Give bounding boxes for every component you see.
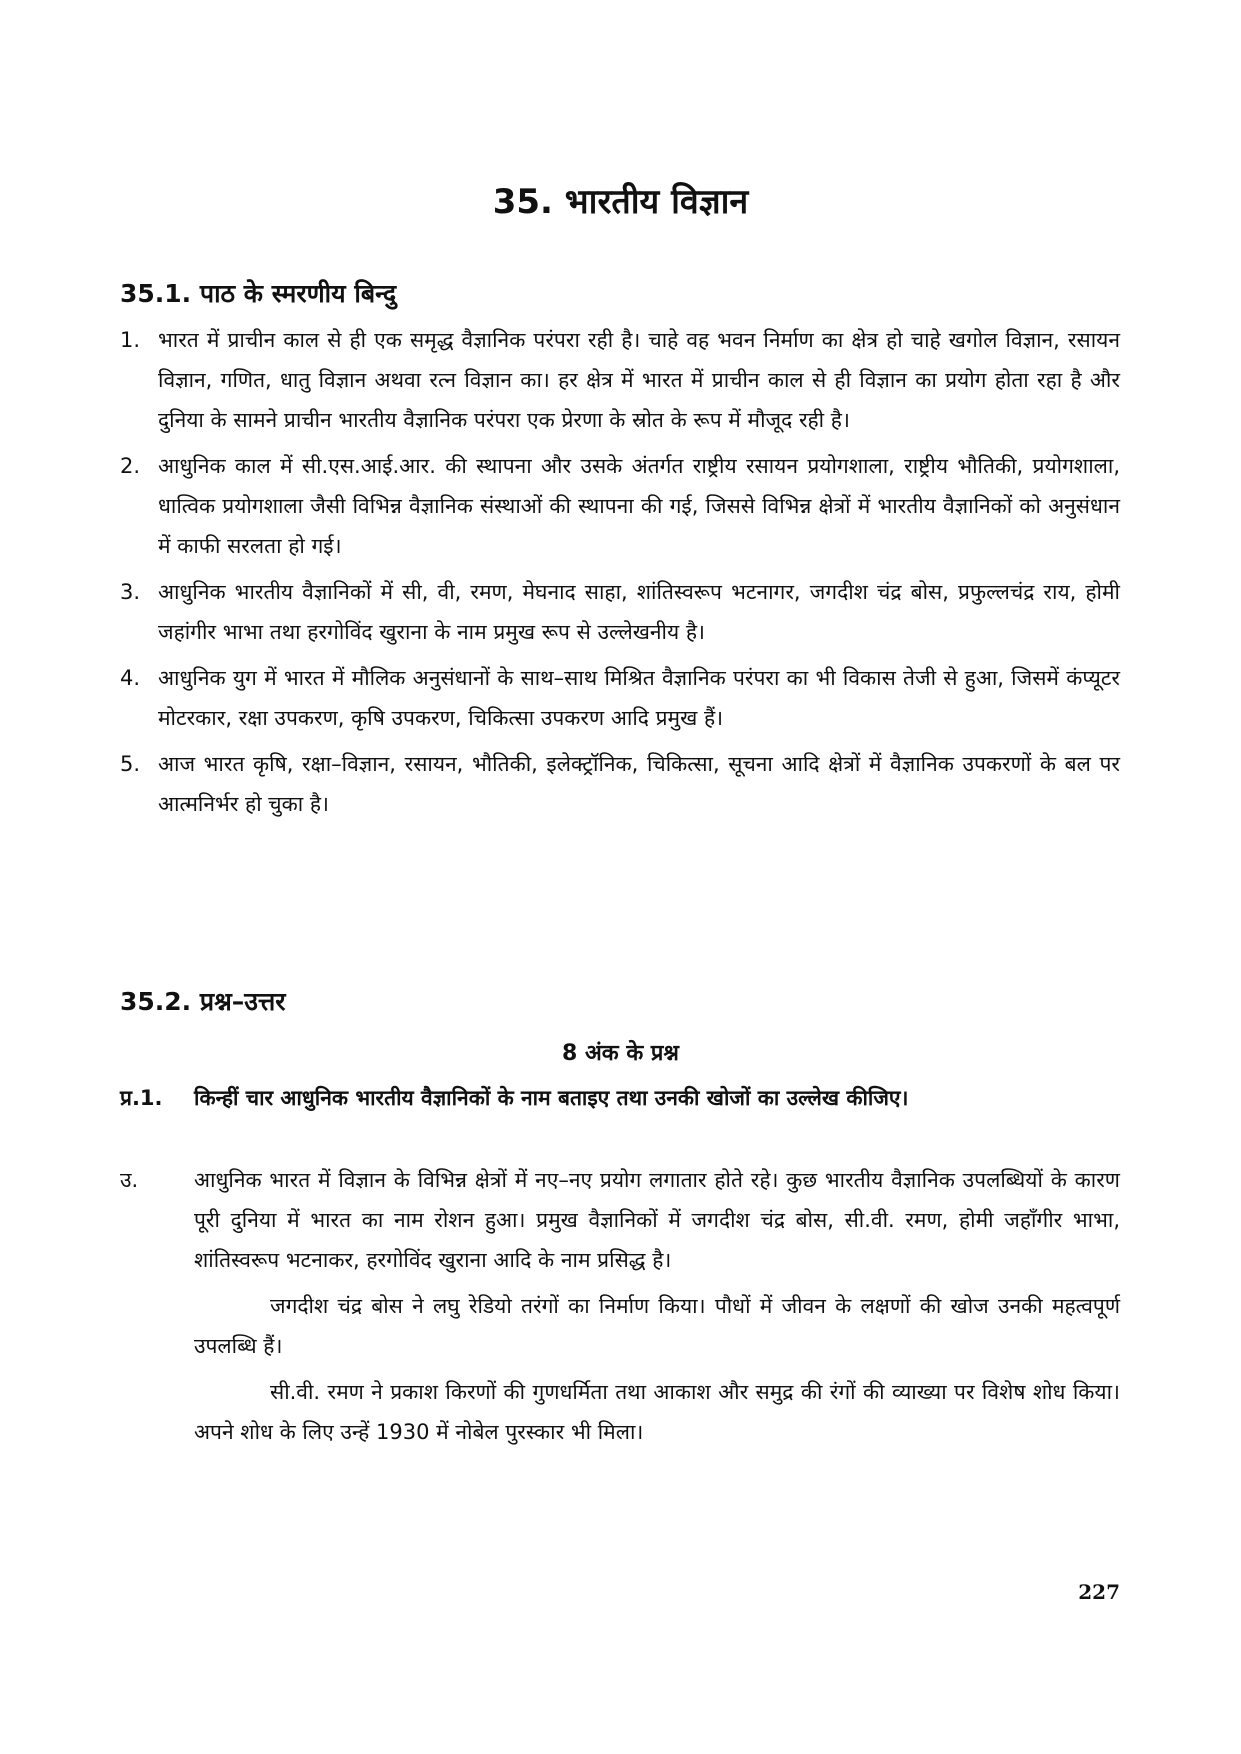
section-heading-key-points: 35.1. पाठ के स्मरणीय बिन्दु bbox=[120, 279, 397, 308]
answer-label: उ. bbox=[120, 1168, 139, 1192]
key-points-list bbox=[120, 320, 1120, 830]
key-point bbox=[120, 572, 1120, 652]
key-point bbox=[120, 446, 1120, 566]
key-point-number: 2. bbox=[120, 454, 141, 478]
key-point-number: 4. bbox=[120, 666, 141, 690]
page-number: 227 bbox=[1078, 1580, 1120, 1604]
answer-1 bbox=[120, 1160, 1120, 1458]
question-label: प्र.1. bbox=[120, 1086, 163, 1110]
key-point-text: आधुनिक भारतीय वैज्ञानिकों में सी, वी, रमण, मेघनाद साहा, शांतिस्वरूप भटनागर, जगदीश चंद्र बोस, प्रफुल्लचंद्र राय, होमी जहांगीर भाभा तथा हरगोविंद खुराना के नाम प्रमुख रूप से उल्लेखनीय है। bbox=[158, 580, 1120, 644]
key-point-text: आज भारत कृषि, रक्षा–विज्ञान, रसायन, भौतिकी, इलेक्ट्रॉनिक, चिकित्सा, सूचना आदि क्षेत्रों में वैज्ञानिक उपकरणों के बल पर आत्मनिर्भर हो चुका है। bbox=[158, 752, 1120, 816]
key-point bbox=[120, 320, 1120, 440]
answer-paragraph: आधुनिक भारत में विज्ञान के विभिन्न क्षेत्रों में नए–नए प्रयोग लगातार होते रहे। कुछ भारतीय वैज्ञानिक उपलब्धियों के कारण पूरी दुनिया में भारत का नाम रोशन हुआ। प्रमुख वैज्ञानिकों में जगदीश चंद्र बोस, सी.वी. रमण, होमी जहाँगीर भाभा, शांतिस्वरूप भटनाकर, हरगोविंद खुराना आदि के नाम प्रसिद्ध है। bbox=[194, 1168, 1120, 1272]
key-point-number: 1. bbox=[120, 328, 141, 352]
answer-paragraph: सी.वी. रमण ने प्रकाश किरणों की गुणधर्मिता तथा आकाश और समुद्र की रंगों की व्याख्या पर विशेष शोध किया। अपने शोध के लिए उन्हें 1930 में नोबेल पुरस्कार भी मिला। bbox=[194, 1380, 1120, 1444]
answer-paragraph: जगदीश चंद्र बोस ने लघु रेडियो तरंगों का निर्माण किया। पौधों में जीवन के लक्षणों की खोज उनकी महत्वपूर्ण उपलब्धि हैं। bbox=[194, 1294, 1120, 1358]
question-1 bbox=[120, 1078, 1120, 1118]
section-heading-qa: 35.2. प्रश्न–उत्तर bbox=[120, 987, 286, 1016]
key-point-number: 5. bbox=[120, 752, 141, 776]
key-point bbox=[120, 658, 1120, 738]
key-point-text: भारत में प्राचीन काल से ही एक समृद्ध वैज्ञानिक परंपरा रही है। चाहे वह भवन निर्माण का क्षेत्र हो चाहे खगोल विज्ञान, रसायन विज्ञान, गणित, धातु विज्ञान अथवा रत्न विज्ञान का। हर क्षेत्र में भारत में प्राचीन काल से ही विज्ञान का प्रयोग होता रहा है और दुनिया के सामने प्राचीन भारतीय वैज्ञानिक परंपरा एक प्रेरणा के स्रोत के रूप में मौजूद रही है। bbox=[158, 328, 1120, 432]
key-point-number: 3. bbox=[120, 580, 141, 604]
chapter-title: 35. भारतीय विज्ञान bbox=[492, 182, 749, 222]
question-text: किन्हीं चार आधुनिक भारतीय वैज्ञानिकों के नाम बताइए तथा उनकी खोजों का उल्लेख कीजिए। bbox=[194, 1086, 909, 1110]
key-point-text: आधुनिक युग में भारत में मौलिक अनुसंधानों के साथ–साथ मिश्रित वैज्ञानिक परंपरा का भी विकास तेजी से हुआ, जिसमें कंप्यूटर मोटरकार, रक्षा उपकरण, कृषि उपकरण, चिकित्सा उपकरण आदि प्रमुख हैं। bbox=[158, 666, 1120, 730]
key-point bbox=[120, 744, 1120, 824]
marks-subheading: 8 अंक के प्रश्न bbox=[562, 1041, 679, 1066]
answer-body bbox=[194, 1160, 1120, 1458]
key-point-text: आधुनिक काल में सी.एस.आई.आर. की स्थापना और उसके अंतर्गत राष्ट्रीय रसायन प्रयोगशाला, राष्ट्रीय भौतिकी, प्रयोगशाला, धात्विक प्रयोगशाला जैसी विभिन्न वैज्ञानिक संस्थाओं की स्थापना की गई, जिससे विभिन्न क्षेत्रों में भारतीय वैज्ञानिकों को अनुसंधान में काफी सरलता हो गई। bbox=[158, 454, 1120, 558]
